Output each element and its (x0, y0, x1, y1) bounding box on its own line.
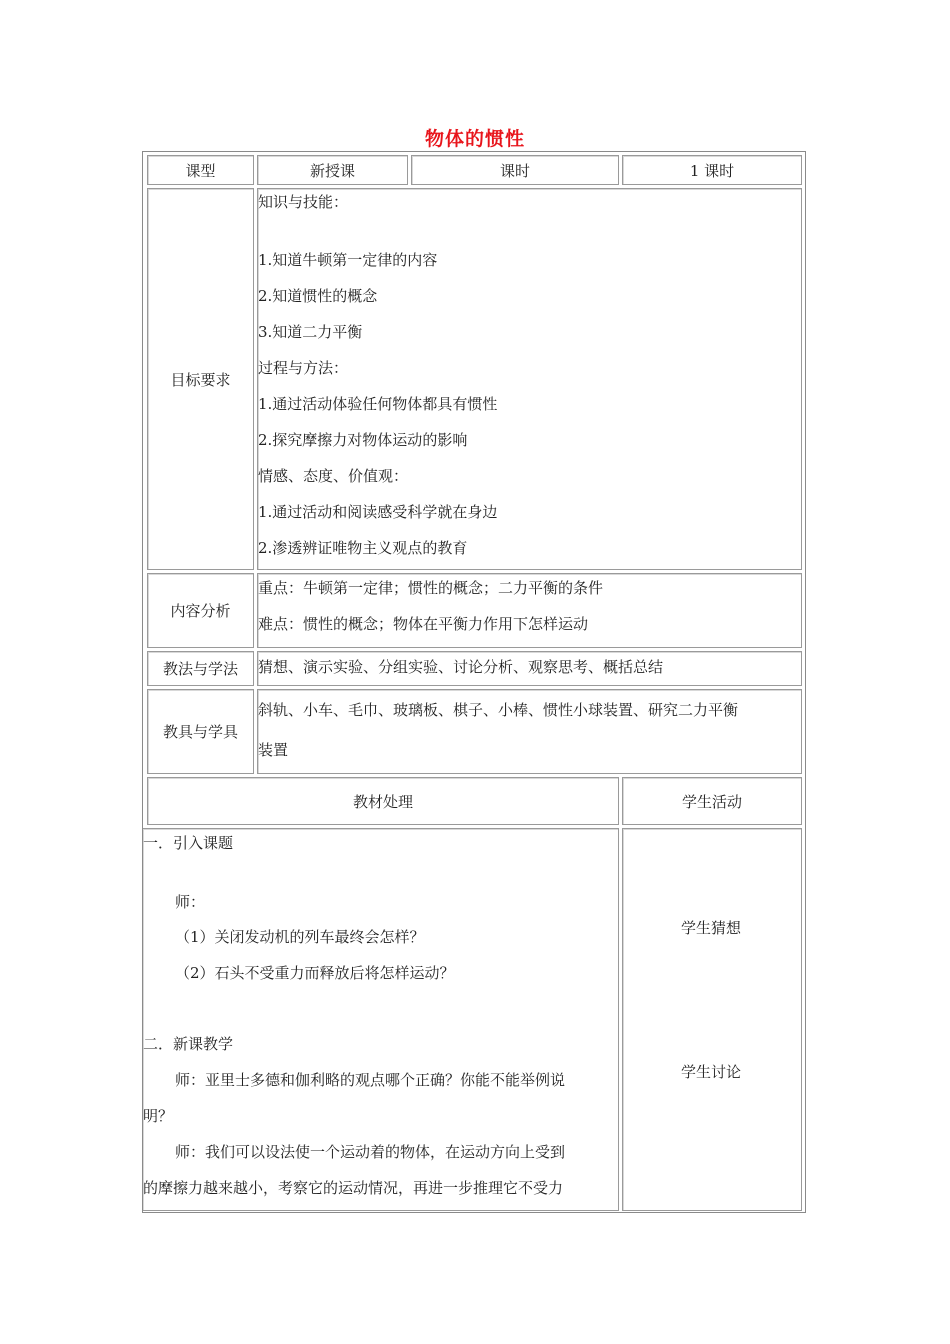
tools-label: 教具与学具 (162, 723, 238, 741)
objective-heading-knowledge: 知识与技能： (258, 193, 349, 211)
teacher-line: 的摩擦力越来越小，考察它的运动情况，再进一步推理它不受力 (143, 1179, 564, 1197)
tools-label-cell (147, 689, 254, 774)
section-heading-new-lesson: 二．新课教学 (143, 1035, 234, 1053)
tools-text-line-1: 斜轨、小车、毛巾、玻璃板、棋子、小棒、惯性小球装置、研究二力平衡 (258, 701, 739, 719)
objective-heading-process: 过程与方法： (258, 359, 349, 377)
teacher-line: 师：亚里士多德和伽利略的观点哪个正确？你能不能举例说 (175, 1071, 566, 1089)
objective-item: 1.通过活动体验任何物体都具有惯性 (258, 395, 498, 413)
document-title: 物体的惯性 (424, 128, 525, 150)
course-type-label-cell (147, 155, 254, 185)
material-header: 教材处理 (352, 792, 413, 811)
objectives-label: 目标要求 (170, 370, 231, 389)
course-type-value: 新授课 (309, 161, 355, 180)
question-line: （2）石头不受重力而释放后将怎样运动？ (175, 964, 455, 982)
tools-text-line-2: 装置 (258, 741, 289, 759)
analysis-content-cell (257, 573, 802, 648)
material-header-cell (147, 777, 619, 825)
analysis-label: 内容分析 (170, 602, 231, 620)
methods-label: 教法与学法 (162, 660, 238, 678)
methods-label-cell (147, 651, 254, 686)
material-content-cell (143, 828, 619, 1211)
teacher-line: 明？ (143, 1107, 174, 1125)
objective-item: 2.探究摩擦力对物体运动的影响 (258, 431, 468, 449)
difficulties-text: 难点：惯性的概念；物体在平衡力作用下怎样运动 (258, 615, 589, 633)
student-activity-guess: 学生猜想 (681, 919, 742, 937)
methods-content-cell (257, 651, 802, 686)
activity-header: 学生活动 (681, 792, 742, 811)
objective-item: 2.渗透辨证唯物主义观点的教育 (258, 539, 468, 557)
objective-item: 3.知道二力平衡 (258, 323, 363, 341)
lesson-plan-table (142, 151, 806, 1213)
course-type-label: 课型 (185, 161, 216, 180)
activity-header-cell (622, 777, 802, 825)
class-hours-label: 课时 (499, 161, 530, 180)
methods-text: 猜想、演示实验、分组实验、讨论分析、观察思考、概括总结 (258, 658, 664, 676)
objective-item: 2.知道惯性的概念 (258, 287, 378, 305)
activity-content-cell (622, 828, 802, 1211)
course-type-value-cell (257, 155, 408, 185)
tools-content-cell (257, 689, 802, 774)
teacher-line: 师： (175, 893, 206, 911)
key-points-text: 重点：牛顿第一定律；惯性的概念；二力平衡的条件 (258, 579, 604, 597)
class-hours-label-cell (411, 155, 619, 185)
analysis-label-cell (147, 573, 254, 648)
objective-heading-attitude: 情感、态度、价值观： (258, 467, 409, 485)
objective-item: 1.知道牛顿第一定律的内容 (258, 251, 438, 269)
class-hours-value-cell (622, 155, 802, 185)
class-hours-value: 1 课时 (689, 161, 735, 180)
student-activity-discuss: 学生讨论 (681, 1063, 742, 1081)
objective-item: 1.通过活动和阅读感受科学就在身边 (258, 503, 498, 521)
section-heading-intro: 一．引入课题 (143, 834, 234, 852)
teacher-line: 师：我们可以设法使一个运动着的物体，在运动方向上受到 (175, 1143, 566, 1161)
question-line: （1）关闭发动机的列车最终会怎样？ (175, 928, 425, 946)
objectives-label-cell (147, 188, 254, 570)
objectives-content-cell (257, 188, 802, 570)
